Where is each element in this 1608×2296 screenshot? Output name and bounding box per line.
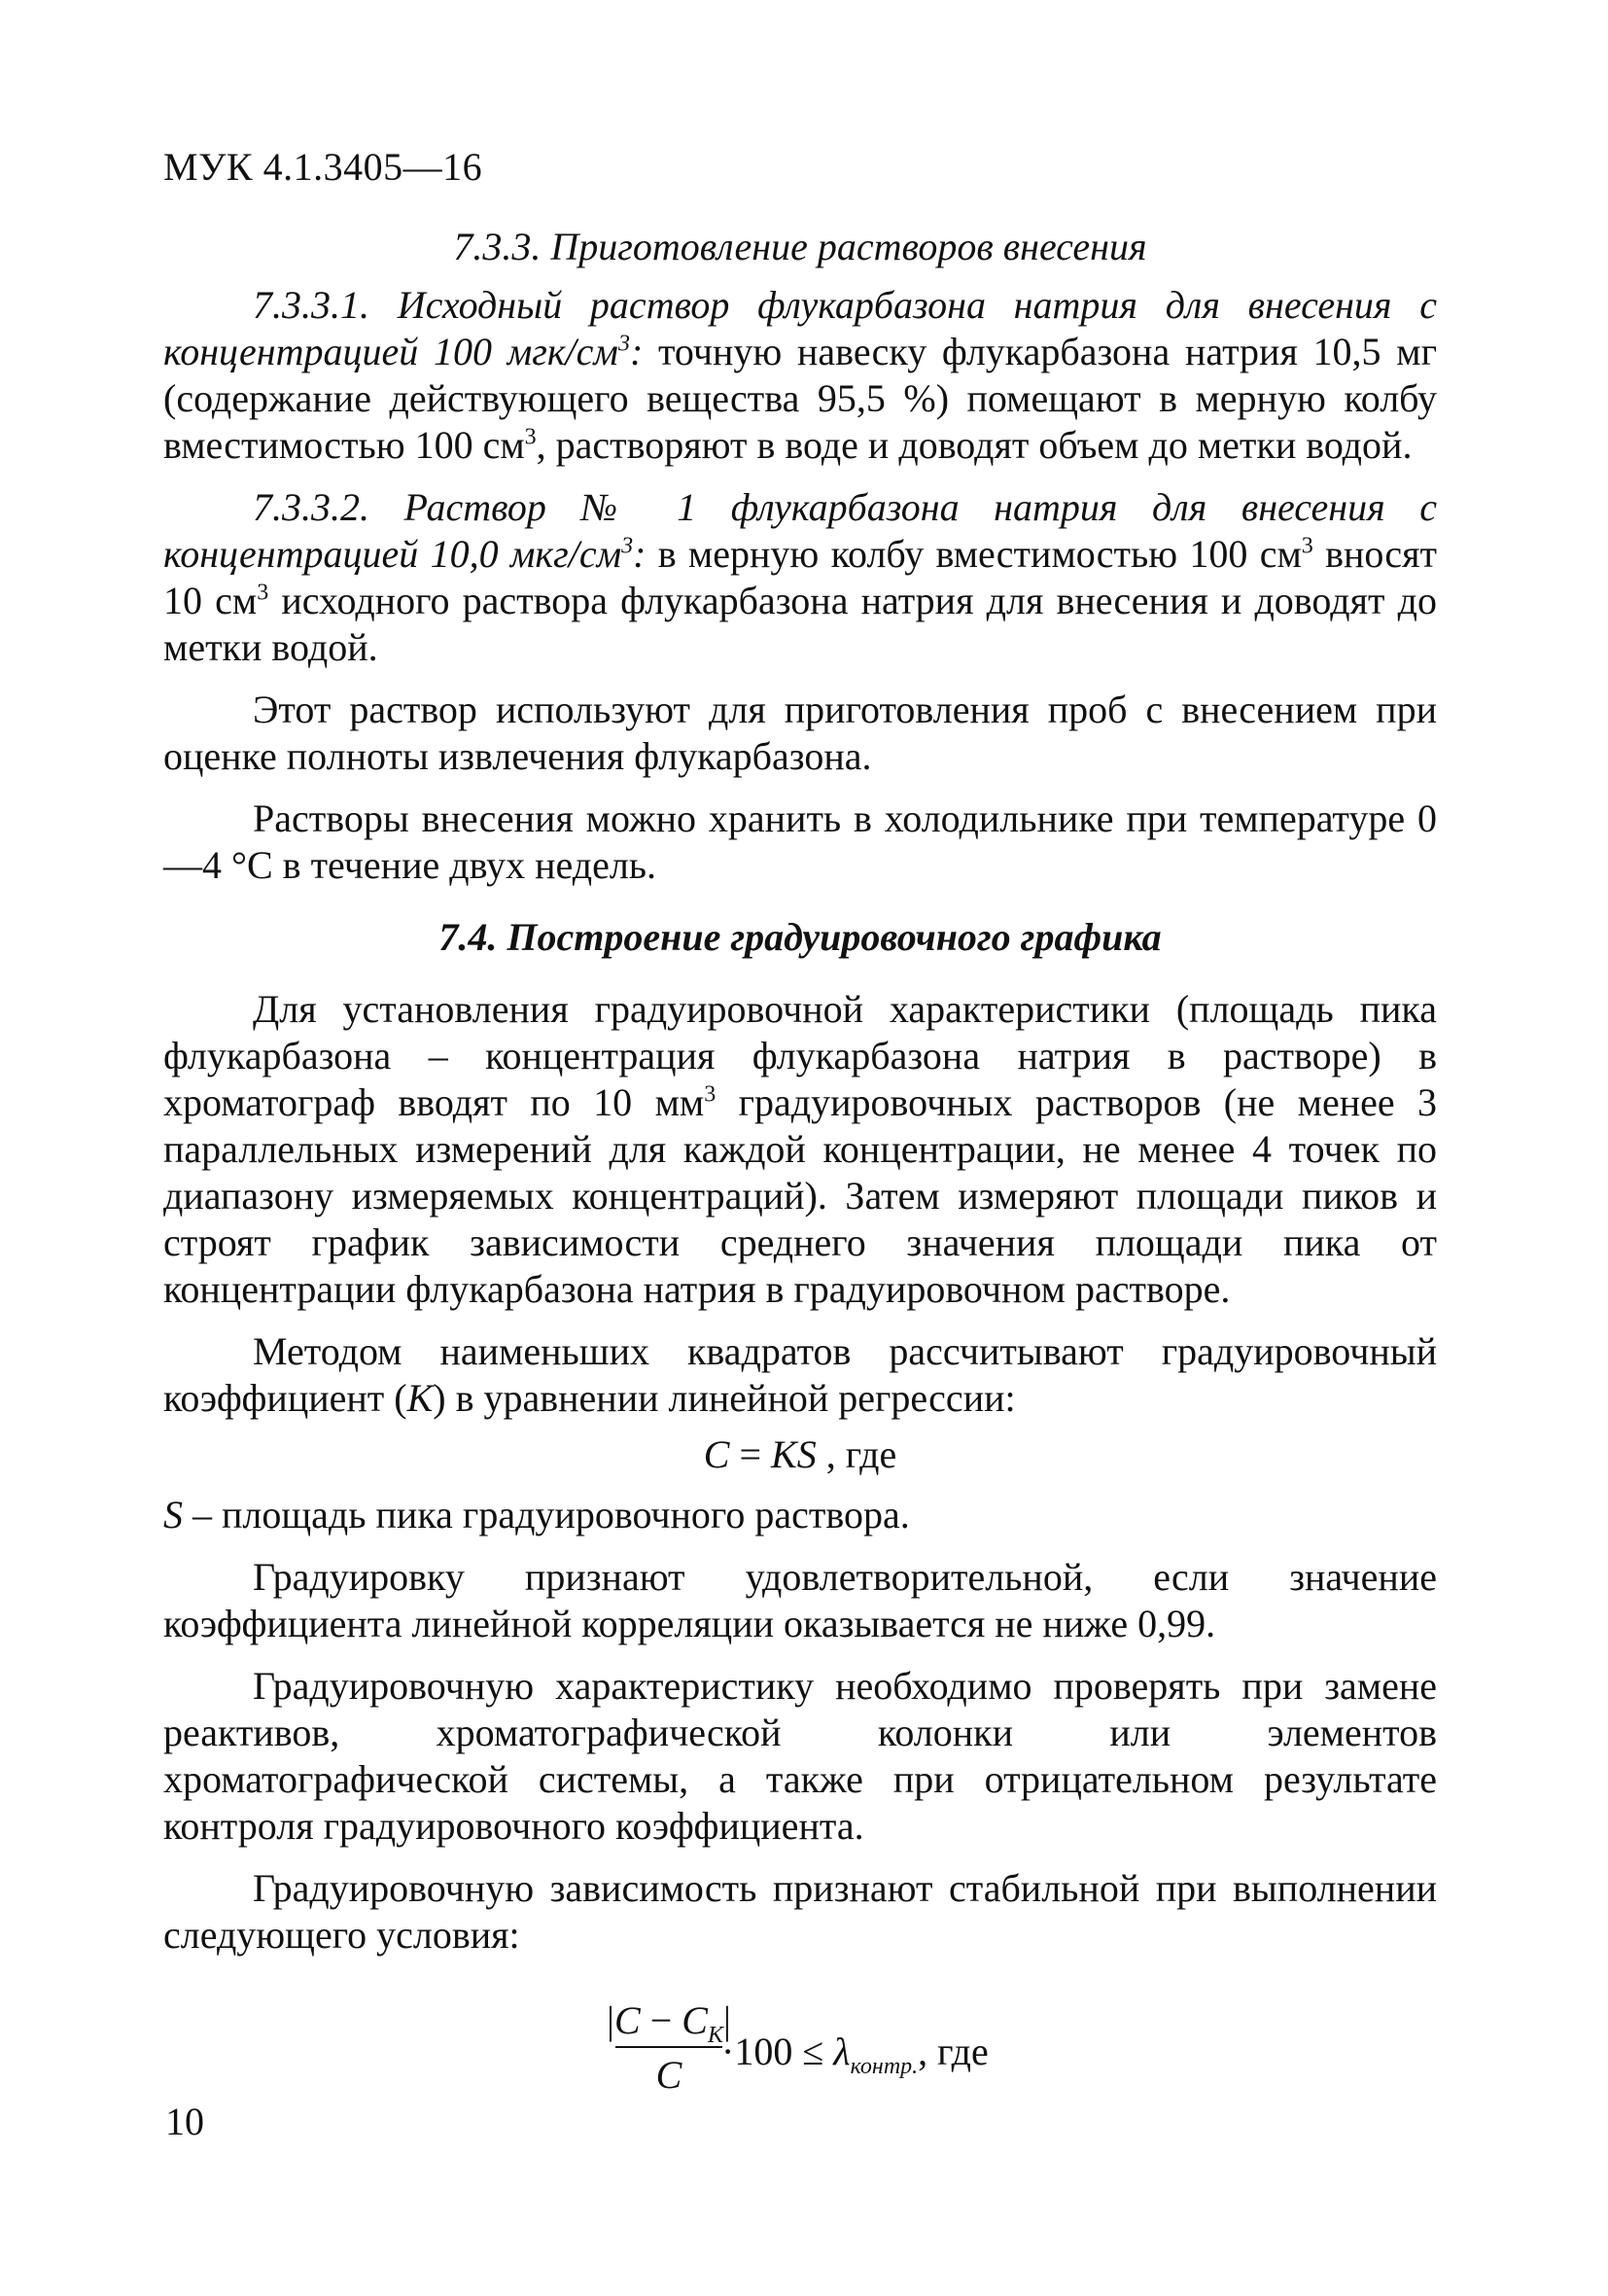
equation-stability — [163, 1997, 1437, 2124]
paragraph-least-squares — [163, 1328, 1437, 1422]
superscript: 3 — [704, 1081, 717, 1108]
superscript: 3 — [257, 580, 269, 606]
paragraph-storage: Растворы внесения можно хранить в холодильнике при температуре 0—4 °С в течение двух недель. — [163, 796, 1437, 887]
paragraph-acceptance: Градуировку признают удовлетворительной, если значение коэффициента линейной корреляции оказывается не ниже 0,99. — [163, 1555, 1437, 1645]
paragraph-s-definition — [163, 1492, 1437, 1538]
paragraph-text: Для установления градуировочной характеристики (площадь пика флукарбазона – концентрация флукарбазона натрия в растворе) в хроматограф вводят по 10 мм — [163, 987, 1437, 1124]
paragraph-text: исходного раствора флукарбазона натрия для внесения и доводят до метки водой. — [163, 579, 1437, 669]
section-title-7-4: 7.4. Построение градуировочного графика — [438, 915, 1162, 959]
fraction-denominator: C — [655, 2053, 682, 2097]
document-header: МУК 4.1.3405—16 — [163, 145, 483, 189]
equation-lhs: C — [703, 1432, 730, 1476]
paragraph-text: в мерную колбу вместимостью 100 см — [646, 532, 1302, 576]
paragraph-text: – площадь пика градуировочного раствора. — [183, 1493, 910, 1537]
paragraph-7-3-3-2 — [163, 484, 1437, 671]
symbol-ck: C — [682, 1998, 708, 2042]
abs-bar: | — [722, 1998, 731, 2042]
paragraph-text: Методом наименьших квадратов рассчитывают градуировочный коэффициент ( — [163, 1329, 1437, 1420]
paragraph-usage: Этот раствор используют для приготовления проб с внесением при оценке полноты извлечения флукарбазона. — [163, 688, 1437, 778]
equation-rhs: KS — [771, 1432, 817, 1476]
equation-tail — [721, 2029, 989, 2079]
paragraph-text: вносят 10 см — [163, 532, 1438, 622]
paragraph-text: градуировочных растворов (не менее 3 параллельных измерений для каждой концентрации, не менее 4 точек по диапазону измеряемых концентраций). Затем измеряют площади пиков и строят график зависимости среднего значения площади пика от концентрации флукарбазона натрия в градуировочном растворе. — [163, 1080, 1437, 1311]
multiplier: ·100 ≤ — [721, 2030, 834, 2073]
minus-sign: − — [640, 1998, 682, 2042]
fraction — [601, 1997, 737, 2099]
page-number: 10 — [165, 2100, 204, 2143]
equation-op: = — [729, 1432, 772, 1476]
symbol-c: C — [614, 1998, 641, 2042]
superscript: 3 — [524, 424, 537, 450]
superscript: 3 — [621, 533, 634, 559]
superscript: 3 — [1301, 533, 1313, 559]
fraction-numerator — [601, 1997, 737, 2046]
subscript-k: К — [707, 2023, 723, 2048]
paragraph-calibration — [163, 986, 1437, 1313]
variable-k: K — [406, 1376, 434, 1420]
paragraph-verification: Градуировочную характеристику необходимо проверять при замене реактивов, хроматографической колонки или элементов хроматографической системы, а также при отрицательном результате контроля градуировочного коэффициента. — [163, 1664, 1437, 1848]
abs-bar: | — [607, 1998, 615, 2042]
equation-suffix: , где — [816, 1432, 897, 1476]
paragraph-text: ) в уравнении линейной регрессии: — [433, 1376, 1016, 1420]
symbol-lambda: λ — [833, 2030, 851, 2073]
subscript-control: контр. — [850, 2054, 919, 2079]
equation-regression — [163, 1431, 1437, 1478]
section-title-7-3-3: 7.3.3. Приготовление растворов внесения — [453, 225, 1147, 268]
variable-s: S — [163, 1493, 183, 1537]
paragraph-label-end: : — [629, 330, 644, 373]
paragraph-text: точную навеску флукарбазона натрия 10,5 мг (содержание действующего вещества 95,5 %) помещают в мерную колбу вместимостью 100 см — [163, 330, 1437, 467]
paragraph-label: 7.3.3.2. Раствор № 1 флукарбазона натрия для внесения с концентрацией 10,0 мкг/см — [163, 485, 1437, 576]
paragraph-stability: Градуировочную зависимость признают стабильной при выполнении следующего условия: — [163, 1866, 1437, 1957]
paragraph-text: , растворяют в воде и доводят объем до метки водой. — [536, 423, 1413, 467]
page-content — [163, 224, 1437, 2124]
paragraph-label: 7.3.3.1. Исходный раствор флукарбазона натрия для внесения с концентрацией 100 мгк/см — [163, 283, 1437, 373]
paragraph-label-end: : — [633, 532, 647, 576]
equation-suffix: , где — [918, 2030, 989, 2073]
paragraph-7-3-3-1 — [163, 282, 1437, 469]
superscript: 3 — [617, 331, 630, 357]
